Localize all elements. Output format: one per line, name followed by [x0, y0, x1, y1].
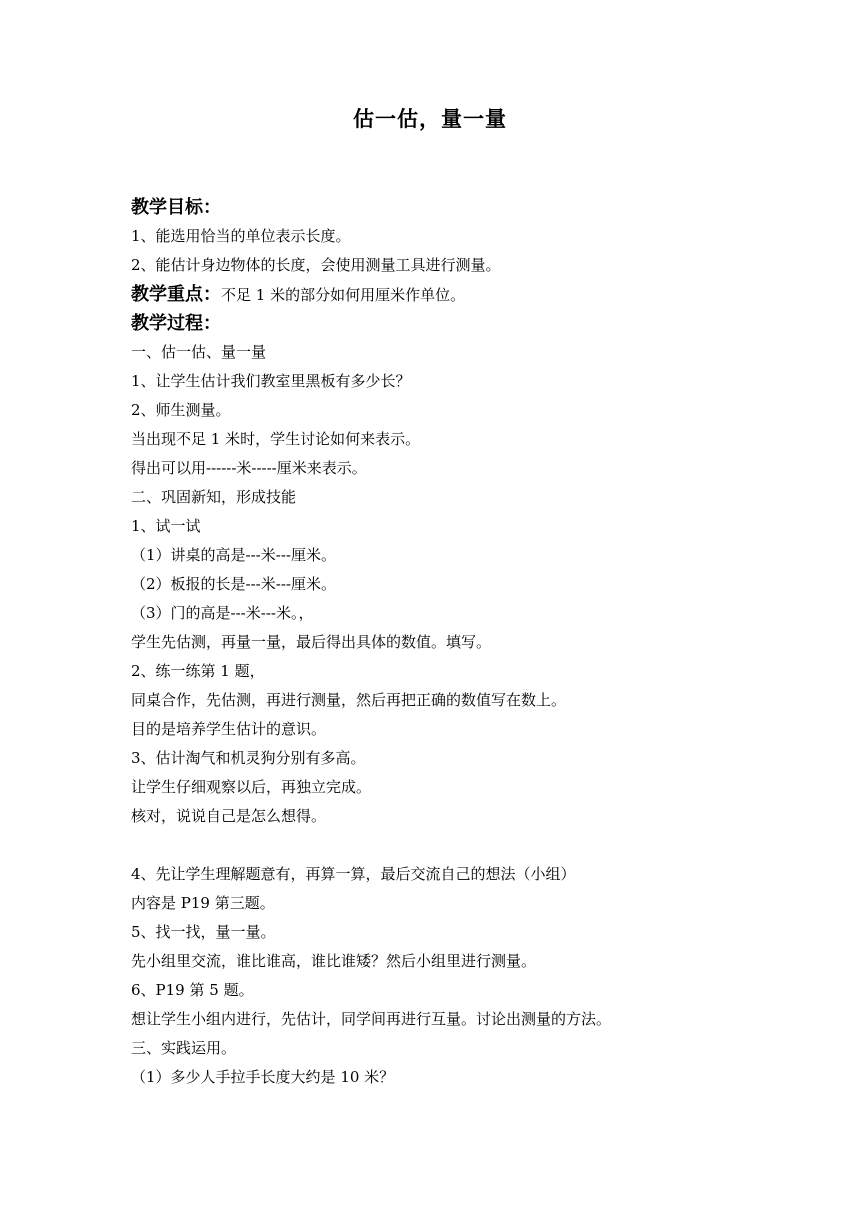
process-line: （2）板报的长是---米---厘米。 [131, 575, 336, 593]
process-line: 三、实践运用。 [131, 1039, 237, 1057]
process-line: 6、P19 第 5 题。 [131, 981, 254, 999]
process-line: 1、试一试 [131, 517, 201, 535]
goal-item: 2、能估计身边物体的长度，会使用测量工具进行测量。 [131, 256, 501, 274]
process-line: 5、找一找，量一量。 [131, 923, 276, 941]
process-line: 1、让学生估计我们教室里黑板有多少长？ [131, 372, 411, 390]
process-line: 当出现不足 1 米时，学生讨论如何来表示。 [131, 430, 421, 448]
process-line: 3、估计淘气和机灵狗分别有多高。 [131, 749, 366, 767]
process-line: 4、先让学生理解题意有，再算一算，最后交流自己的想法（小组） [131, 865, 576, 883]
process-line: 学生先估测，再量一量，最后得出具体的数值。填写。 [131, 633, 492, 651]
process-line: 二、巩固新知，形成技能 [131, 488, 297, 506]
process-line: 得出可以用------米-----厘米来表示。 [131, 459, 367, 477]
process-line: 目的是培养学生估计的意识。 [131, 720, 327, 738]
key-point-text: 不足 1 米的部分如何用厘米作单位。 [221, 286, 466, 304]
process-heading: 教学过程： [131, 313, 221, 334]
process-line: 一、估一估、量一量 [131, 343, 267, 361]
process-line: 让学生仔细观察以后，再独立完成。 [131, 778, 372, 796]
process-line: （1）讲桌的高是---米---厘米。 [131, 546, 336, 564]
goal-item: 1、能选用恰当的单位表示长度。 [131, 227, 351, 245]
process-line: 同桌合作，先估测，再进行测量，然后再把正确的数值写在数上。 [131, 691, 567, 709]
process-line: 2、师生测量。 [131, 401, 231, 419]
document-body [131, 193, 821, 1092]
process-line: （3）门的高是---米---米。， [131, 604, 314, 622]
key-point-label: 教学重点： [131, 284, 221, 305]
process-line: 2、练一练第 1 题， [131, 662, 265, 680]
goals-heading: 教学目标： [131, 197, 221, 218]
process-line: 先小组里交流，谁比谁高，谁比谁矮？然后小组里进行测量。 [131, 952, 537, 970]
page-title: 估一估，量一量 [353, 107, 507, 131]
process-line: 想让学生小组内进行，先估计，同学间再进行互量。讨论出测量的方法。 [131, 1010, 612, 1028]
process-line: 内容是 P19 第三题。 [131, 894, 275, 912]
blank-line [131, 831, 821, 860]
process-line: （1）多少人手拉手长度大约是 10 米？ [131, 1068, 395, 1086]
key-point [131, 280, 821, 309]
process-line: 核对，说说自己是怎么想得。 [131, 807, 327, 825]
